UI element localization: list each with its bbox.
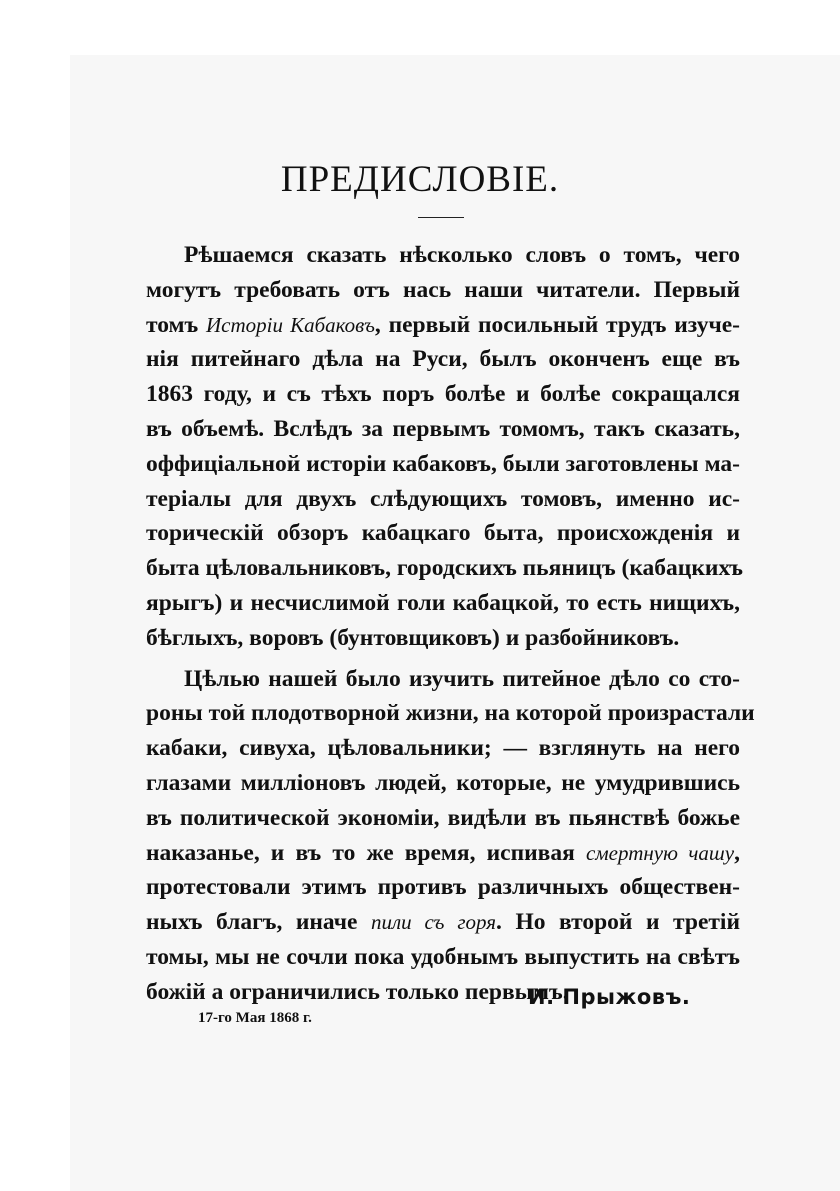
text-segment: оффиціальной исторіи кабаковъ, были заготовлены ма- [146,450,740,477]
text-line [146,731,740,766]
italic-phrase: Исторіи Кабаковъ [206,312,375,337]
text-segment: протестовали этимъ противъ различныхъ обществен- [146,874,740,901]
author-signature: И. Прыжовъ. [528,985,691,1009]
text-segment: томъ [146,311,207,338]
text-segment: . Но второй и третій [496,909,740,936]
text-line [146,586,740,621]
text-segment: глазами милліоновъ людей, которые, не умудрившись [146,769,740,796]
text-line [146,551,743,586]
text-line [146,870,740,905]
text-line [146,662,740,697]
text-segment: кабаки, сивуха, цѣловальники; — взглянуть на него [146,735,740,762]
text-line [146,836,740,871]
text-segment: теріалы для двухъ слѣдующихъ томовъ, именно ис- [146,485,740,512]
text-line [146,905,740,940]
text-segment: наказанье, и въ то же время, испивая [146,839,586,866]
text-segment: роны той плодотворной жизни, на которой произрастали [146,700,755,727]
text-segment: 1863 году, и съ тѣхъ поръ болѣе и болѣе сокращался [146,381,740,408]
text-line [146,377,740,412]
text-segment: нія питейнаго дѣла на Руси, былъ оконченъ еще въ [146,346,740,373]
text-line [146,516,740,551]
text-line [146,801,740,836]
text-segment: томы, мы не сочли пока удобнымъ выпустить на свѣтъ [146,943,740,970]
text-segment: ярыгъ) и несчислимой голи кабацкой, то есть нищихъ, [146,589,740,616]
text-segment: , [734,839,740,866]
text-line [146,342,740,377]
text-segment: божій а ограничились только первымъ. [146,978,569,1005]
text-line [146,940,740,975]
text-line [146,766,740,801]
text-line [146,696,755,731]
text-line [146,412,740,447]
title-divider [418,217,464,218]
text-line [146,621,740,656]
text-line [146,308,740,343]
preface-body [146,238,755,1010]
text-segment: бѣглыхъ, воровъ (бунтовщиковъ) и разбойниковъ. [146,624,680,651]
text-line [146,447,740,482]
page-title: ПРЕДИСЛОВІЕ. [280,159,560,200]
text-segment: , первый посильный трудъ изуче- [374,311,740,338]
preface-date: 17-го Мая 1868 г. [198,1010,312,1026]
text-segment: въ политической экономіи, видѣли въ пьянствѣ божье [146,804,740,831]
italic-phrase: смертную чашу [585,840,735,865]
text-segment: въ объемѣ. Вслѣдъ за первымъ томомъ, такъ сказать, [146,415,740,442]
text-segment: Рѣшаемся сказать нѣсколько словъ о томъ, чего [184,242,740,268]
text-line [146,238,740,273]
text-segment: быта цѣловальниковъ, городскихъ пьяницъ (кабацкихъ [146,555,743,582]
italic-phrase: пили съ горя [370,910,497,935]
text-line [146,482,740,517]
text-segment: могутъ требовать отъ нась наши читатели. Первый [146,276,740,303]
text-segment: Цѣлью нашей было изучить питейное дѣло со сто- [184,665,740,692]
text-segment: торическій обзоръ кабацкаго быта, происхожденія и [146,520,740,547]
text-segment: ныхъ благъ, иначе [146,909,371,936]
text-line [146,273,740,308]
